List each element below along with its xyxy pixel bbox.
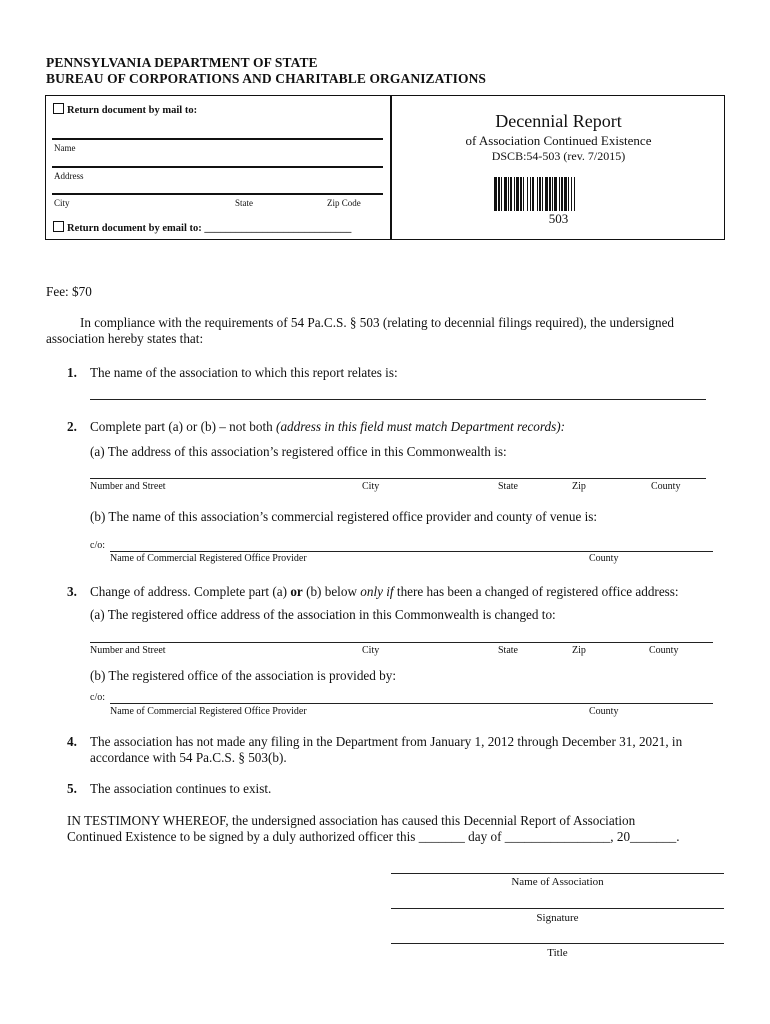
registered-office-address-field[interactable] [90,478,706,479]
item-3a-text: (a) The registered office address of the association in this Commonwealth is changed to: [90,607,556,622]
caption-number-street: Number and Street [90,645,166,656]
caption-county: County [589,706,619,717]
fee-amount: Fee: $70 [46,284,92,299]
item-5-number: 5. [67,781,77,796]
caption-number-street: Number and Street [90,481,166,492]
caption-county: County [651,481,681,492]
caption-zip: Zip [572,645,586,656]
caption-state: State [498,481,518,492]
testimony-line-1: IN TESTIMONY WHEREOF, the undersigned association has caused this Decennial Report of Association [67,813,636,828]
intro-line-2: association hereby states that: [46,331,204,346]
caption-state: State [498,645,518,656]
caption-county: County [589,553,619,564]
caption-provider: Name of Commercial Registered Office Provider [110,706,307,717]
item-4-number: 4. [67,734,77,749]
email-label: Return document by email to: ____________________________ [67,223,352,234]
city-label: City [54,198,70,208]
name-label: Name [54,143,76,153]
changed-address-field[interactable] [90,642,713,643]
mail-checkbox[interactable] [53,103,64,114]
item-3-text [90,583,679,600]
mail-label: Return document by mail to: [67,105,198,116]
mail-return-option [53,103,197,116]
commercial-provider-field[interactable] [110,551,713,552]
item-3-post: there has been a changed of registered office address: [393,584,679,599]
intro-line-1: In compliance with the requirements of 54 Pa.C.S. § 503 (relating to decennial filings required), the undersigned [80,315,675,330]
signature-line[interactable] [391,908,724,909]
address-line[interactable] [52,166,383,168]
item-3-or: or [290,584,303,599]
association-name-signature-line[interactable] [391,873,724,874]
sig-name-of-association: Name of Association [511,876,604,888]
email-checkbox[interactable] [53,221,64,232]
association-name-field[interactable] [90,399,706,400]
caption-co: c/o: [90,540,105,551]
item-3-number: 3. [67,584,77,599]
form-code: DSCB:54-503 (rev. 7/2015) [491,149,626,163]
state-label: State [235,198,253,208]
sig-signature: Signature [536,912,579,924]
item-4-line-1: The association has not made any filing in the Department from January 1, 2012 through December 31, 2021, in [90,734,683,749]
item-2a-text: (a) The address of this association’s registered office in this Commonwealth is: [90,444,507,459]
item-3-mid: (b) below [302,584,361,599]
testimony-line-2: Continued Existence to be signed by a duly authorized officer this _______ day of ________________, 20_______. [67,829,680,844]
item-2b-text: (b) The name of this association’s commercial registered office provider and county of venue is: [90,509,598,524]
form-subtitle: of Association Continued Existence [465,133,652,148]
address-label: Address [54,171,84,181]
item-2-note: (address in this field must match Department records): [276,419,566,434]
caption-co: c/o: [90,692,105,703]
item-2-number: 2. [67,419,77,434]
item-3b-text: (b) The registered office of the association is provided by: [90,668,397,683]
zip-label: Zip Code [327,198,361,208]
sig-title: Title [547,947,568,959]
name-line[interactable] [52,138,383,140]
agency-name: PENNSYLVANIA DEPARTMENT OF STATE [46,55,318,70]
city-state-zip-line[interactable] [52,193,383,195]
item-3-instruction: Change of address. Complete part (a) [90,584,291,599]
item-1-number: 1. [67,365,77,380]
item-2-instruction: Complete part (a) or (b) – not both [90,419,277,434]
barcode-number: 503 [548,211,569,226]
barcode-icon [494,177,620,211]
bureau-name: BUREAU OF CORPORATIONS AND CHARITABLE ORGANIZATIONS [46,71,487,86]
changed-provider-field[interactable] [110,703,713,704]
form-title: Decennial Report [495,111,622,131]
caption-zip: Zip [572,481,586,492]
caption-city: City [362,481,380,492]
item-4-line-2: accordance with 54 Pa.C.S. § 503(b). [90,750,287,765]
item-5-text: The association continues to exist. [90,781,272,796]
caption-provider: Name of Commercial Registered Office Provider [110,553,307,564]
item-1-text: The name of the association to which this report relates is: [90,365,398,380]
title-line[interactable] [391,943,724,944]
caption-city: City [362,645,380,656]
item-3-only-if: only if [360,584,394,599]
email-return-option [53,221,351,234]
item-2-text [90,418,565,435]
caption-county: County [649,645,679,656]
